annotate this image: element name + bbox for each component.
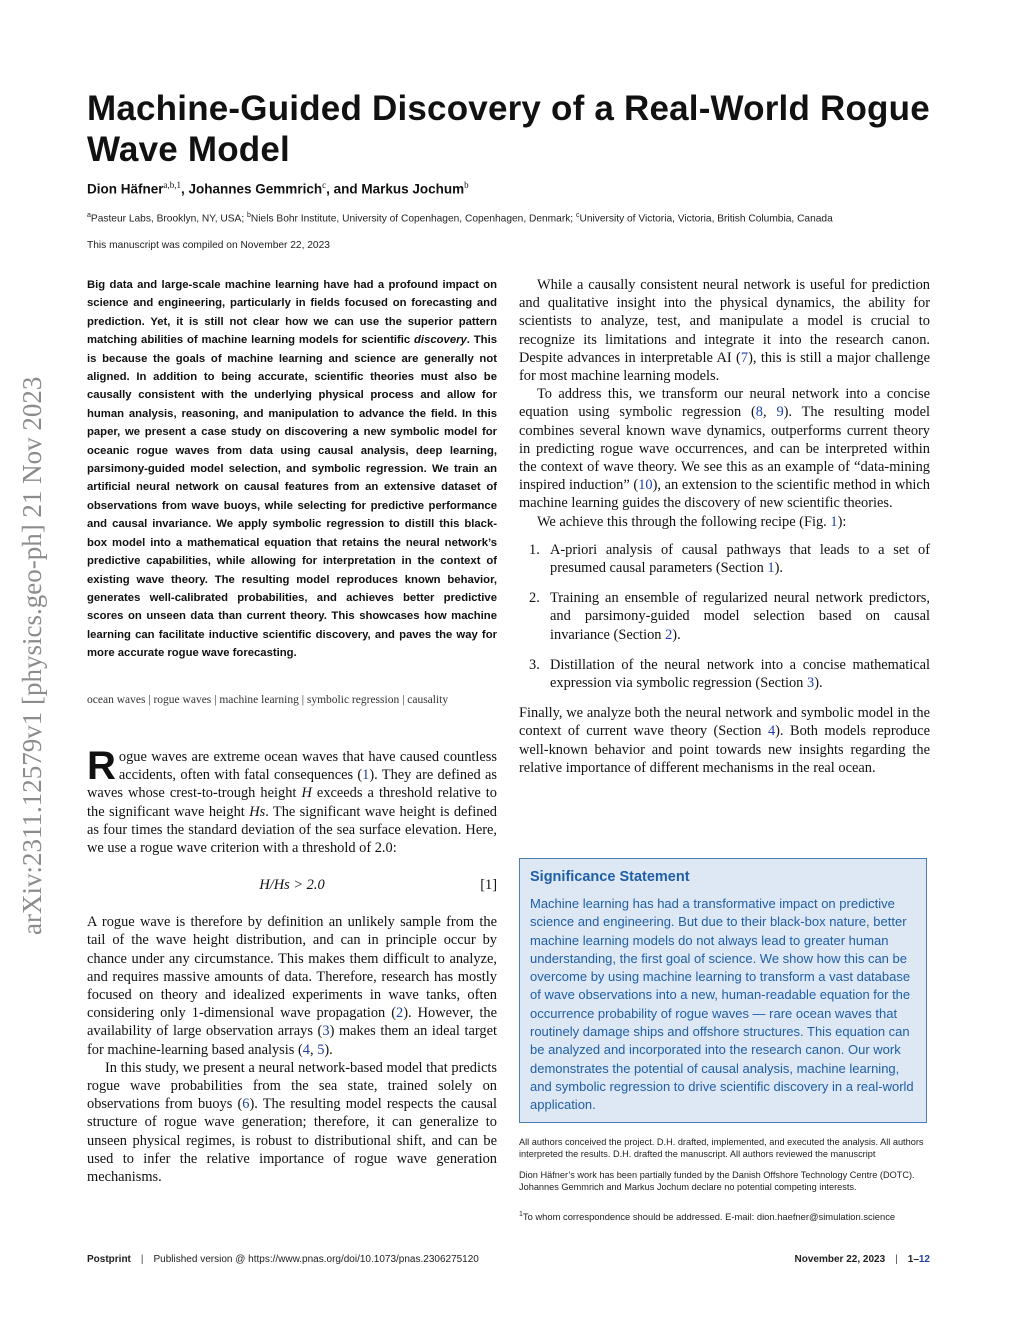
citation-link[interactable]: 9 xyxy=(776,404,784,421)
body-paragraph xyxy=(519,276,930,385)
recipe-list xyxy=(519,541,930,692)
affiliation-marker: a xyxy=(87,212,91,219)
citation-link[interactable]: 10 xyxy=(638,477,653,494)
paragraph-text: ). They are defined as waves whose crest-to-trough height xyxy=(87,767,497,802)
drop-cap: R xyxy=(87,744,116,788)
paragraph-text: ). Both models reproduce well-known behavior and point towards new insights regarding the relative importance of different mechanisms in the real ocean. xyxy=(519,723,930,776)
footer-label: Postprint xyxy=(87,1254,131,1265)
citation-link[interactable]: 8 xyxy=(755,404,763,421)
footer-right xyxy=(795,1254,930,1265)
affiliation-text: Niels Bohr Institute, University of Copenhagen, Copenhagen, Denmark; xyxy=(250,213,576,225)
equation-expression: H/Hs > 2.0 xyxy=(259,877,325,894)
list-item xyxy=(519,541,930,577)
list-number: 3. xyxy=(529,656,540,673)
correspondence-note xyxy=(519,1211,895,1222)
list-number: 1. xyxy=(529,541,540,558)
paper-title: Machine-Guided Discovery of a Real-World Rogue Wave Model xyxy=(87,89,930,169)
math-symbol: Hs xyxy=(249,803,266,820)
paragraph-text: ) makes them an ideal target for machine-learning based analysis ( xyxy=(87,1023,497,1058)
body-paragraph xyxy=(519,704,930,777)
citation-link[interactable]: 6 xyxy=(242,1096,250,1113)
paragraph-text: ). The resulting model combines several known wave dynamics, outperforms current theory in predicting rogue wave occurrences, and can be interpreted within the context of wave theory. We see this as an example of “data-mining inspired induction” ( xyxy=(519,404,930,494)
author-affiliation-marker: c xyxy=(322,180,327,190)
affiliation-marker: c xyxy=(575,212,580,219)
footer-date: November 22, 2023 xyxy=(794,1254,886,1265)
paragraph-text: exceeds a threshold relative to the significant wave height xyxy=(87,785,498,820)
body-paragraph xyxy=(519,513,930,531)
math-symbol: H xyxy=(301,785,312,802)
list-item-text: Distillation of the neural network into a concise mathematical expression via symbolic regression (Section xyxy=(550,656,930,692)
author-affiliation-marker: a,b,1 xyxy=(163,180,182,190)
equation-number: [1] xyxy=(480,877,497,894)
citation-link[interactable]: 2 xyxy=(396,1005,404,1022)
body-paragraph xyxy=(87,1059,497,1186)
citation-link[interactable]: 5 xyxy=(317,1041,325,1058)
equation-block xyxy=(87,873,497,901)
abstract xyxy=(87,276,497,663)
abstract-emphasis: discovery xyxy=(414,334,467,347)
left-body-column xyxy=(87,744,498,1186)
citation-link[interactable]: 1 xyxy=(362,767,370,784)
paragraph-text: Finally, we analyze both the neural network and symbolic model in the context of current wave theory (Section xyxy=(519,705,930,740)
citation-link[interactable]: 7 xyxy=(740,349,749,366)
section-link[interactable]: 2 xyxy=(665,626,673,643)
author-name: Johannes Gemmrich xyxy=(188,181,323,197)
paragraph-text: . The significant wave height is defined as four times the standard deviation of the sea surface elevation. Here, we use a rogue wave criterion with a threshold of 2.0: xyxy=(87,803,497,857)
list-item-text: A-priori analysis of causal pathways that leads to a set of presumed causal parameters (Section xyxy=(550,541,930,577)
affiliation-text: University of Victoria, Victoria, British Columbia, Canada xyxy=(579,213,833,225)
abstract-text: . This is because the goals of machine learning and science are generally not aligned. In addition to being accurate, scientific theories must also be causally consistent with the underlying physical process and allow for human analysis, reasoning, and manipulation to advance the field. In this paper, we present a case study on discovering a new symbolic model for oceanic rogue waves from data using causal analysis, deep learning, parsimony-guided model selection, and symbolic regression. We train an artificial neural network on causal features from an extensive dataset of observations from wave buoys, while selecting for predictive performance and causal invariance. We apply symbolic regression to distill this black-box model into a mathematical equation that retains the neural network’s predictive capabilities, while allowing for interpretation in the context of existing wave theory. The resulting model reproduces known behavior, generates well-calibrated probabilities, and achieves better predictive scores on unseen data than current theory. This showcases how machine learning can facilitate inductive scientific discovery, and paves the way for more accurate rogue wave forecasting. xyxy=(87,334,497,660)
page-number: 1 xyxy=(907,1254,914,1265)
paragraph-text: While a causally consistent neural network is useful for prediction and qualitative insight into the physical dynamics, the ability for scientists to analyze, test, and manipulate a model is crucial to recognize its limitations and integrate it into the research canon. Despite advances in interpretable AI ( xyxy=(519,277,930,366)
correspondence-text: To whom correspondence should be addressed. E-mail: dion.haefner@simulation.science xyxy=(522,1211,896,1223)
significance-statement-box xyxy=(519,858,927,1123)
author-affiliation-marker: b xyxy=(464,180,469,190)
citation-link[interactable]: 4 xyxy=(302,1041,310,1058)
author-name: Markus Jochum xyxy=(361,181,465,197)
footer-separator: | xyxy=(895,1254,898,1265)
affiliations xyxy=(87,212,833,224)
significance-title: Significance Statement xyxy=(530,869,690,885)
paragraph-text: ), an extension to the scientific method in which machine learning guides the discovery of new scientific theories. xyxy=(519,477,930,512)
footer-left xyxy=(87,1254,479,1265)
footnote-marker: 1 xyxy=(519,1211,523,1218)
list-item-text: ). xyxy=(774,560,783,577)
arxiv-identifier-stamp: arXiv:2311.12579v1 [physics.geo-ph] 21 Nov 2023 xyxy=(17,376,47,936)
affiliation-marker: b xyxy=(247,212,251,219)
abstract-text: Big data and large-scale machine learning have had a profound impact on science and engineering, particularly in fields focused on forecasting and prediction. Yet, it is still not clear how we can use the superior pattern matching abilities of machine learning models for scientific xyxy=(87,279,497,347)
paragraph-text: In this study, we present a neural network-based model that predicts rogue wave probabilities from the sea state, trained solely on observations from buoys ( xyxy=(87,1059,497,1113)
affiliation-text: Pasteur Labs, Brooklyn, NY, USA; xyxy=(90,213,248,225)
paragraph-text: ), this is still a major challenge for most machine learning models. xyxy=(519,349,930,385)
paragraph-text: A rogue wave is therefore by definition an unlikely sample from the tail of the wave height distribution, and can in principle occur by chance under any circumstance. This makes them difficult to analyze, and requires massive amounts of data. Therefore, research has mostly focused on theory and idealized experiments in wave tanks, often considering only 1-dimensional wave propagation ( xyxy=(87,914,497,1022)
body-paragraph xyxy=(519,385,930,512)
funding-note: Dion Häfner’s work has been partially funded by the Danish Offshore Technology Centre (DOTC). Johannes Gemmrich and Markus Jochum declare no potential competing interests. xyxy=(519,1170,915,1192)
paragraph-text: ogue waves are extreme ocean waves that have caused countless accidents, often with fatal consequences ( xyxy=(118,749,497,784)
paragraph-text: , xyxy=(309,1041,318,1058)
section-link[interactable]: 4 xyxy=(767,723,776,740)
significance-text: Machine learning has had a transformative impact on predictive science and engineering. But due to their black-box nature, better machine learning models do not always lead to greater human understanding, the first goal of science. We show how this can be overcome by using machine learning to transform a vast database of wave observations into a new, human-readable equation for the occurrence probability of rogue waves — rare ocean waves that routinely damage ships and offshore structures. This equation can be analyzed and incorporated into the research canon. Our work demonstrates the potential of causal analysis, machine learning, and symbolic regression to drive scientific discovery in a real-world application. xyxy=(530,896,914,1113)
figure-link[interactable]: 1 xyxy=(830,513,838,530)
citation-link[interactable]: 3 xyxy=(322,1023,330,1040)
author-separator: , and xyxy=(326,181,362,197)
keywords: ocean waves | rogue waves | machine learning | symbolic regression | causality xyxy=(87,694,449,706)
author-name: Dion Häfner xyxy=(87,181,164,197)
list-item xyxy=(519,656,930,692)
paragraph-text: ). However, the availability of large observation arrays ( xyxy=(87,1005,497,1040)
author-separator: , xyxy=(181,181,189,197)
section-link[interactable]: 1 xyxy=(767,560,775,577)
intro-paragraph xyxy=(87,744,498,857)
right-body-column xyxy=(519,276,930,777)
compiled-date-note: This manuscript was compiled on November 22, 2023 xyxy=(87,240,330,251)
list-number: 2. xyxy=(529,590,540,607)
list-item-text: ). xyxy=(814,675,823,692)
contributions-note: All authors conceived the project. D.H. drafted, implemented, and executed the analysis. All authors interpreted the results. D.H. drafted the manuscript. All authors reviewed the manuscript xyxy=(519,1137,924,1159)
published-version-link[interactable]: Published version @ https://www.pnas.org/doi/10.1073/pnas.2306275120 xyxy=(153,1254,479,1265)
author-notes xyxy=(519,1137,934,1203)
list-item-text: ). xyxy=(672,626,681,643)
paragraph-text: ). The resulting model respects the causal structure of rogue wave generation; therefore, it can generalize to unseen physical regimes, is robust to distributional shift, and can be used to infer the relative importance of rogue wave generation mechanisms. xyxy=(87,1096,497,1186)
list-item xyxy=(519,589,930,644)
total-pages-link[interactable]: 12 xyxy=(918,1254,930,1265)
list-item-text: Training an ensemble of regularized neural network predictors, and parsimony-guided model selection based on causal invariance (Section xyxy=(550,590,930,643)
author-list xyxy=(87,180,469,197)
section-link[interactable]: 3 xyxy=(806,675,815,692)
paragraph-text: , xyxy=(763,404,777,421)
paragraph-text: ). xyxy=(324,1041,333,1058)
paragraph-text: We achieve this through the following recipe (Fig. xyxy=(537,513,831,530)
footer-separator: | xyxy=(140,1254,144,1265)
paragraph-text: To address this, we transform our neural network into a concise equation using symbolic regression ( xyxy=(519,386,930,421)
body-paragraph xyxy=(87,913,497,1059)
paragraph-text: ): xyxy=(837,513,847,530)
page-range-separator: – xyxy=(913,1254,919,1265)
